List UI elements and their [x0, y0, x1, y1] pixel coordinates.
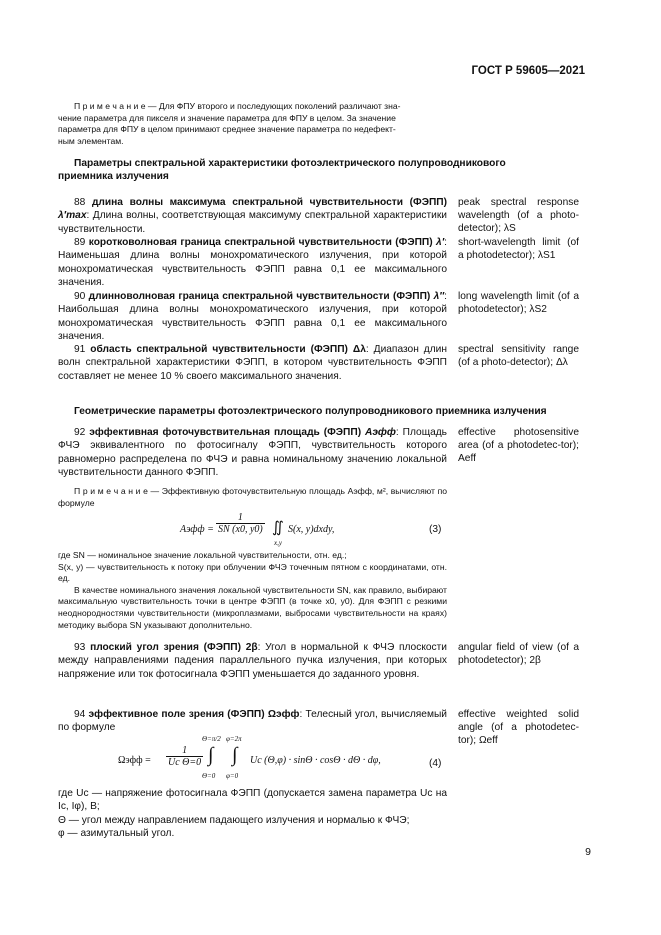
- term-92-english: effective photosensitive area (of a photodetec-tor); Aeff: [458, 427, 579, 465]
- section-title-line: Параметры спектральной характеристики фотоэлектрического полупроводникового: [74, 158, 506, 169]
- term-94-english: effective weighted solid angle (of a photodetec-tor); Ωeff: [458, 709, 579, 747]
- formula-fraction: [166, 745, 203, 768]
- term-number: 94: [74, 709, 89, 720]
- term-number: 88: [74, 197, 92, 208]
- term-91-definition: [58, 343, 447, 383]
- term-symbol: 2β: [245, 642, 258, 653]
- fraction-numerator: 1: [166, 745, 203, 757]
- term-definition: : Площадь ФЧЭ эквивалентного по фотосигналу ФЭПП, чувствительность которого равномерно распределена по ФЧЭ и равна номинальному значению локальной чувствительности данного ФЭПП.: [58, 427, 447, 479]
- note-text: — Эффективную фоточувствительную площадь Aэфф, м², вычисляют по формуле: [58, 486, 448, 508]
- term-number: 92: [74, 427, 90, 438]
- formula-lhs: Aэфф =: [180, 524, 214, 535]
- double-integral-sign: ∬: [272, 520, 284, 536]
- term-definition: : Наименьшая длина волны монохроматического излучения, при которой монохроматическая чувствительность ФЭПП равна 0,1 ее максимального значения.: [58, 237, 447, 289]
- section-title-line: приемника излучения: [58, 171, 169, 183]
- explanation-line: Θ — угол между направлением падающего излучения и нормалью к ФЧЭ;: [58, 814, 410, 826]
- term-symbol: Ωэфф: [267, 709, 300, 720]
- term-name: плоский угол зрения (ФЭПП): [90, 642, 246, 653]
- term-94-definition: [58, 708, 447, 735]
- term-name: эффективное поле зрения (ФЭПП): [88, 709, 268, 720]
- term-name: эффективная фоточувствительная площадь (ФЭПП): [89, 427, 366, 438]
- term-number: 90: [74, 291, 89, 302]
- term-89-definition: [58, 236, 447, 290]
- term-symbol: Aэфф: [365, 427, 396, 438]
- note-line: ным элементам.: [58, 135, 124, 146]
- term-symbol: λ′max: [58, 210, 87, 222]
- formula-3-number: (3): [429, 524, 442, 535]
- note-label: П р и м е ч а н и е: [74, 486, 148, 496]
- explanation-line: S(x, y) — чувствительность к потоку при облучении ФЧЭ точечным пятном с координатами, отн. ед.: [58, 561, 447, 584]
- fraction-numerator: 1: [216, 512, 265, 524]
- note-line: параметра для ФПУ в целом принимают среднее значение параметра по недефект-: [58, 124, 396, 135]
- term-name: коротковолновая граница спектральной чувствительности (ФЭПП): [88, 237, 437, 248]
- formula-integrand: S(x, y)dxdy,: [288, 524, 335, 535]
- term-89-english: short-wavelength limit (of a photodetector); λS1: [458, 237, 579, 262]
- term-definition: : Длина волны, соответствующая максимуму спектральной характеристики чувствительности.: [58, 210, 447, 235]
- term-88-definition: [58, 196, 447, 236]
- formula-fraction: [216, 512, 265, 535]
- formula-4-explanation: [58, 787, 447, 841]
- term-name: длинноволновая граница спектральной чувствительности (ФЭПП): [88, 291, 434, 302]
- explanation-paragraph: В качестве номинального значения локальной чувствительности SN, как правило, выбирают максимальную чувствительность точки в центре ФЭПП (в точке x0, y0). Для ФЭПП с резкими неоднородностями чувствительности (микроплазмами, выбросами чувствительности на краях) методику выбора SN указывают дополнительно.: [58, 584, 447, 630]
- fraction-denominator: Uc Θ=0: [168, 757, 202, 768]
- fraction-denominator: SN (x0, y0): [218, 524, 263, 535]
- note-line: чение параметра для пикселя и значение параметра для ФПУ в целом. За значение: [58, 112, 396, 123]
- term-definition: : Наибольшая длина волны монохроматического излучения, при которой монохроматическая чувствительность ФЭПП равна 0,1 ее максимального значения.: [58, 291, 447, 343]
- formula-3: [180, 512, 340, 548]
- term-91-english: spectral sensitivity range (of a photo-detector); Δλ: [458, 344, 579, 369]
- term-definition: : Телесный угол, вычисляемый по формуле: [58, 709, 447, 734]
- term-number: 91: [74, 344, 91, 355]
- note-label: П р и м е ч а н и е: [74, 101, 146, 111]
- integral-lower-limit: Θ=0: [202, 772, 216, 780]
- term-symbol: λ′: [436, 237, 445, 248]
- term-93-english: angular field of view (of a photodetector); 2β: [458, 642, 579, 667]
- term-90-definition: [58, 290, 447, 344]
- integral-sign: ∫: [232, 744, 238, 766]
- term-symbol: Δλ: [352, 344, 366, 355]
- term-name: длина волны максимума спектральной чувствительности (ФЭПП): [91, 197, 447, 208]
- explanation-line: где Uc — напряжение фотосигнала ФЭПП (допускается замена параметра Uc на Ic, Iφ), В;: [58, 788, 447, 813]
- integral-upper-limit: Θ=π/2: [202, 735, 221, 743]
- integral-upper-limit: φ=2π: [226, 735, 242, 743]
- formula-4: [118, 735, 408, 783]
- term-92-definition: [58, 426, 447, 480]
- formula-3-explanation: [58, 550, 447, 631]
- term-name: область спектральной чувствительности (ФЭПП): [90, 344, 353, 355]
- standard-number: ГОСТ Р 59605—2021: [471, 65, 585, 77]
- term-88-english: peak spectral response wavelength (of a photo-detector); λS: [458, 197, 579, 235]
- page-number: 9: [585, 846, 591, 858]
- term-symbol: λ″: [433, 291, 445, 302]
- integral-lower-limit: φ=0: [226, 772, 239, 780]
- term-number: 89: [74, 237, 89, 248]
- section-heading-geometric: Геометрические параметры фотоэлектрического полупроводникового приемника излучения: [74, 406, 547, 417]
- note-text-first: — Для ФПУ второго и последующих поколений различают зна-: [145, 101, 401, 111]
- term-93-definition: [58, 641, 447, 681]
- term-definition: : Угол в нормальной к ФЧЭ плоскости между направлениями падения параллельного пучка излучения, при которых напряжение или ток фотосигнала ФЭПП уменьшается до заданного уровня.: [58, 642, 448, 680]
- section-heading-spectral: [58, 157, 589, 184]
- explanation-line: φ — азимутальный угол.: [58, 828, 175, 840]
- formula-lhs: Ωэфф =: [118, 755, 151, 766]
- term-number: 93: [74, 642, 91, 653]
- formula-integrand: Uc (Θ,φ) · sinΘ · cosΘ · dΘ · dφ,: [250, 755, 381, 766]
- formula-4-number: (4): [429, 758, 442, 769]
- integral-sign: ∫: [208, 744, 214, 766]
- explanation-line: где SN — номинальное значение локальной чувствительности, отн. ед.;: [58, 550, 347, 560]
- note-effective-area: [58, 486, 447, 509]
- note-general: [58, 101, 453, 147]
- term-definition: : Диапазон длин волн спектральной характеристики ФЭПП, в котором чувствительность ФЭПП составляет не менее 10 % своего максимального значения.: [58, 344, 447, 382]
- integral-subscript: x,y: [274, 539, 282, 547]
- term-90-english: long wavelength limit (of a photodetector); λS2: [458, 291, 579, 316]
